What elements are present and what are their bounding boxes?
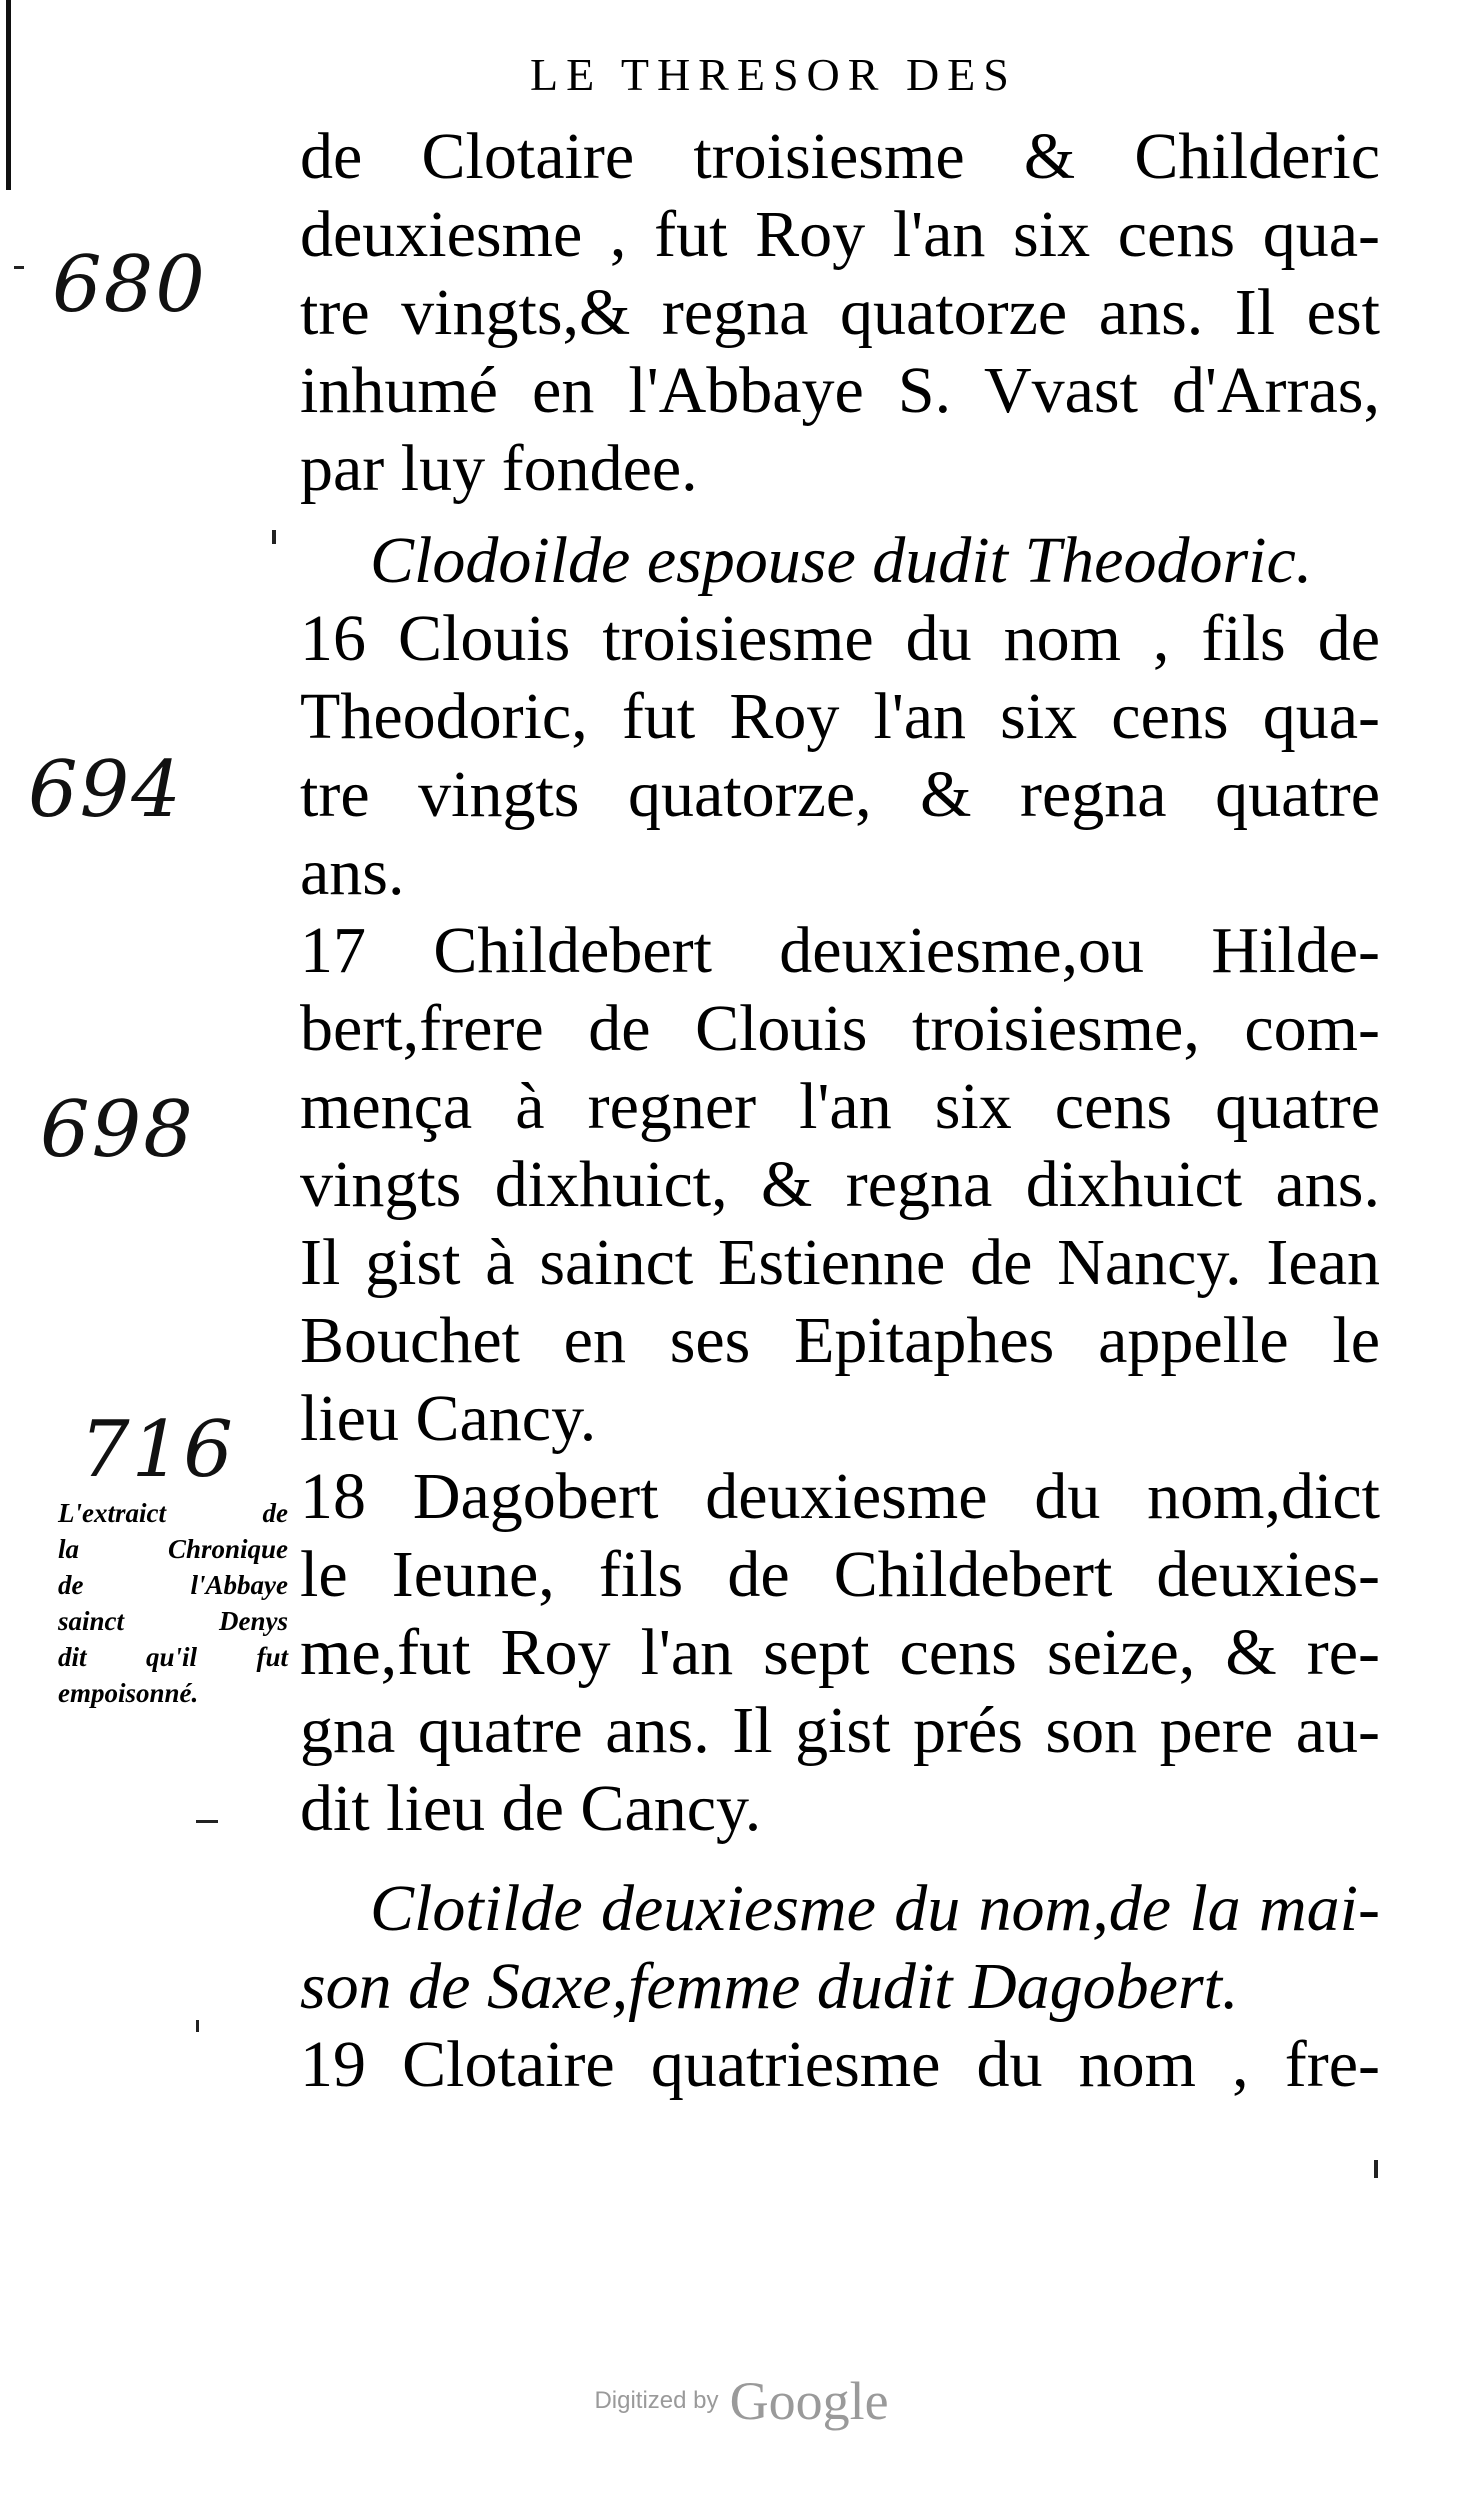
google-logo: Google [729, 2371, 889, 2431]
text-line: inhumé en l'Abbaye S. Vvast d'Arras, [300, 354, 1380, 427]
section-heading-clotilde: Clotilde deuxiesme du nom,de la mai- [370, 1872, 1380, 1945]
margin-note [58, 1495, 288, 1711]
section-heading-clodoilde: Clodoilde espouse dudit Theodoric. [370, 524, 1313, 597]
text-line: 17 Childebert deuxiesme,ou Hilde- [300, 914, 1380, 987]
watermark-prefix: Digitized by [594, 2387, 719, 2414]
margin-year-698: 698 [40, 1085, 195, 1175]
text-line: vingts dixhuict, & regna dixhuict ans. [300, 1148, 1380, 1221]
text-line: Il gist à sainct Estienne de Nancy. Iean [300, 1226, 1380, 1299]
body-text [300, 118, 1380, 2104]
margin-note-line: L'extraict de [58, 1498, 288, 1528]
margin-note-line: de l'Abbaye [58, 1570, 288, 1600]
text-line: lieu Cancy. [300, 1382, 597, 1455]
margin-year-680: 680 [52, 240, 207, 330]
text-line: le Ieune, fils de Childebert deuxies- [300, 1538, 1380, 1611]
text-line: Theodoric, fut Roy l'an six cens qua- [300, 680, 1380, 753]
text-line: Bouchet en ses Epitaphes appelle le [300, 1304, 1380, 1377]
text-line: tre vingts,& regna quatorze ans. Il est [300, 276, 1380, 349]
margin-year-716: 716 [80, 1405, 235, 1495]
section-heading-clotilde-cont: son de Saxe,femme dudit Dagobert. [300, 1950, 1239, 2023]
text-line: 16 Clouis troisiesme du nom , fils de [300, 602, 1380, 675]
text-line: de Clotaire troisiesme & Childeric [300, 120, 1380, 193]
text-line: deuxiesme , fut Roy l'an six cens qua- [300, 198, 1380, 271]
digitized-watermark [0, 2370, 1483, 2432]
text-line: dit lieu de Cancy. [300, 1772, 762, 1845]
text-line: 19 Clotaire quatriesme du nom , fre- [300, 2028, 1380, 2101]
text-line: gna quatre ans. Il gist prés son pere au- [300, 1694, 1380, 1767]
text-line: par luy fondee. [300, 432, 698, 505]
margin-year-694: 694 [28, 745, 183, 835]
margin-note-line: dit qu'il fut [58, 1642, 288, 1672]
running-header: LE THRESOR DES [530, 49, 1017, 100]
page-edge-shadow [6, 0, 11, 190]
text-line: tre vingts quatorze, & regna quatre [300, 758, 1380, 831]
margin-note-line: sainct Denys [58, 1606, 288, 1636]
margin-note-line: la Chronique [58, 1534, 288, 1564]
text-line: bert,frere de Clouis troisiesme, com- [300, 992, 1380, 1065]
text-line: mença à regner l'an six cens quatre [300, 1070, 1380, 1143]
text-line: me,fut Roy l'an sept cens seize, & re- [300, 1616, 1380, 1689]
ink-speck [272, 530, 276, 544]
ink-speck [196, 1820, 218, 1823]
text-line: 18 Dagobert deuxiesme du nom,dict [300, 1460, 1380, 1533]
text-line: ans. [300, 836, 405, 909]
ink-speck [14, 266, 24, 269]
ink-speck [196, 2020, 199, 2032]
ink-speck [1374, 2160, 1378, 2178]
margin-note-line: empoisonné. [58, 1678, 199, 1708]
